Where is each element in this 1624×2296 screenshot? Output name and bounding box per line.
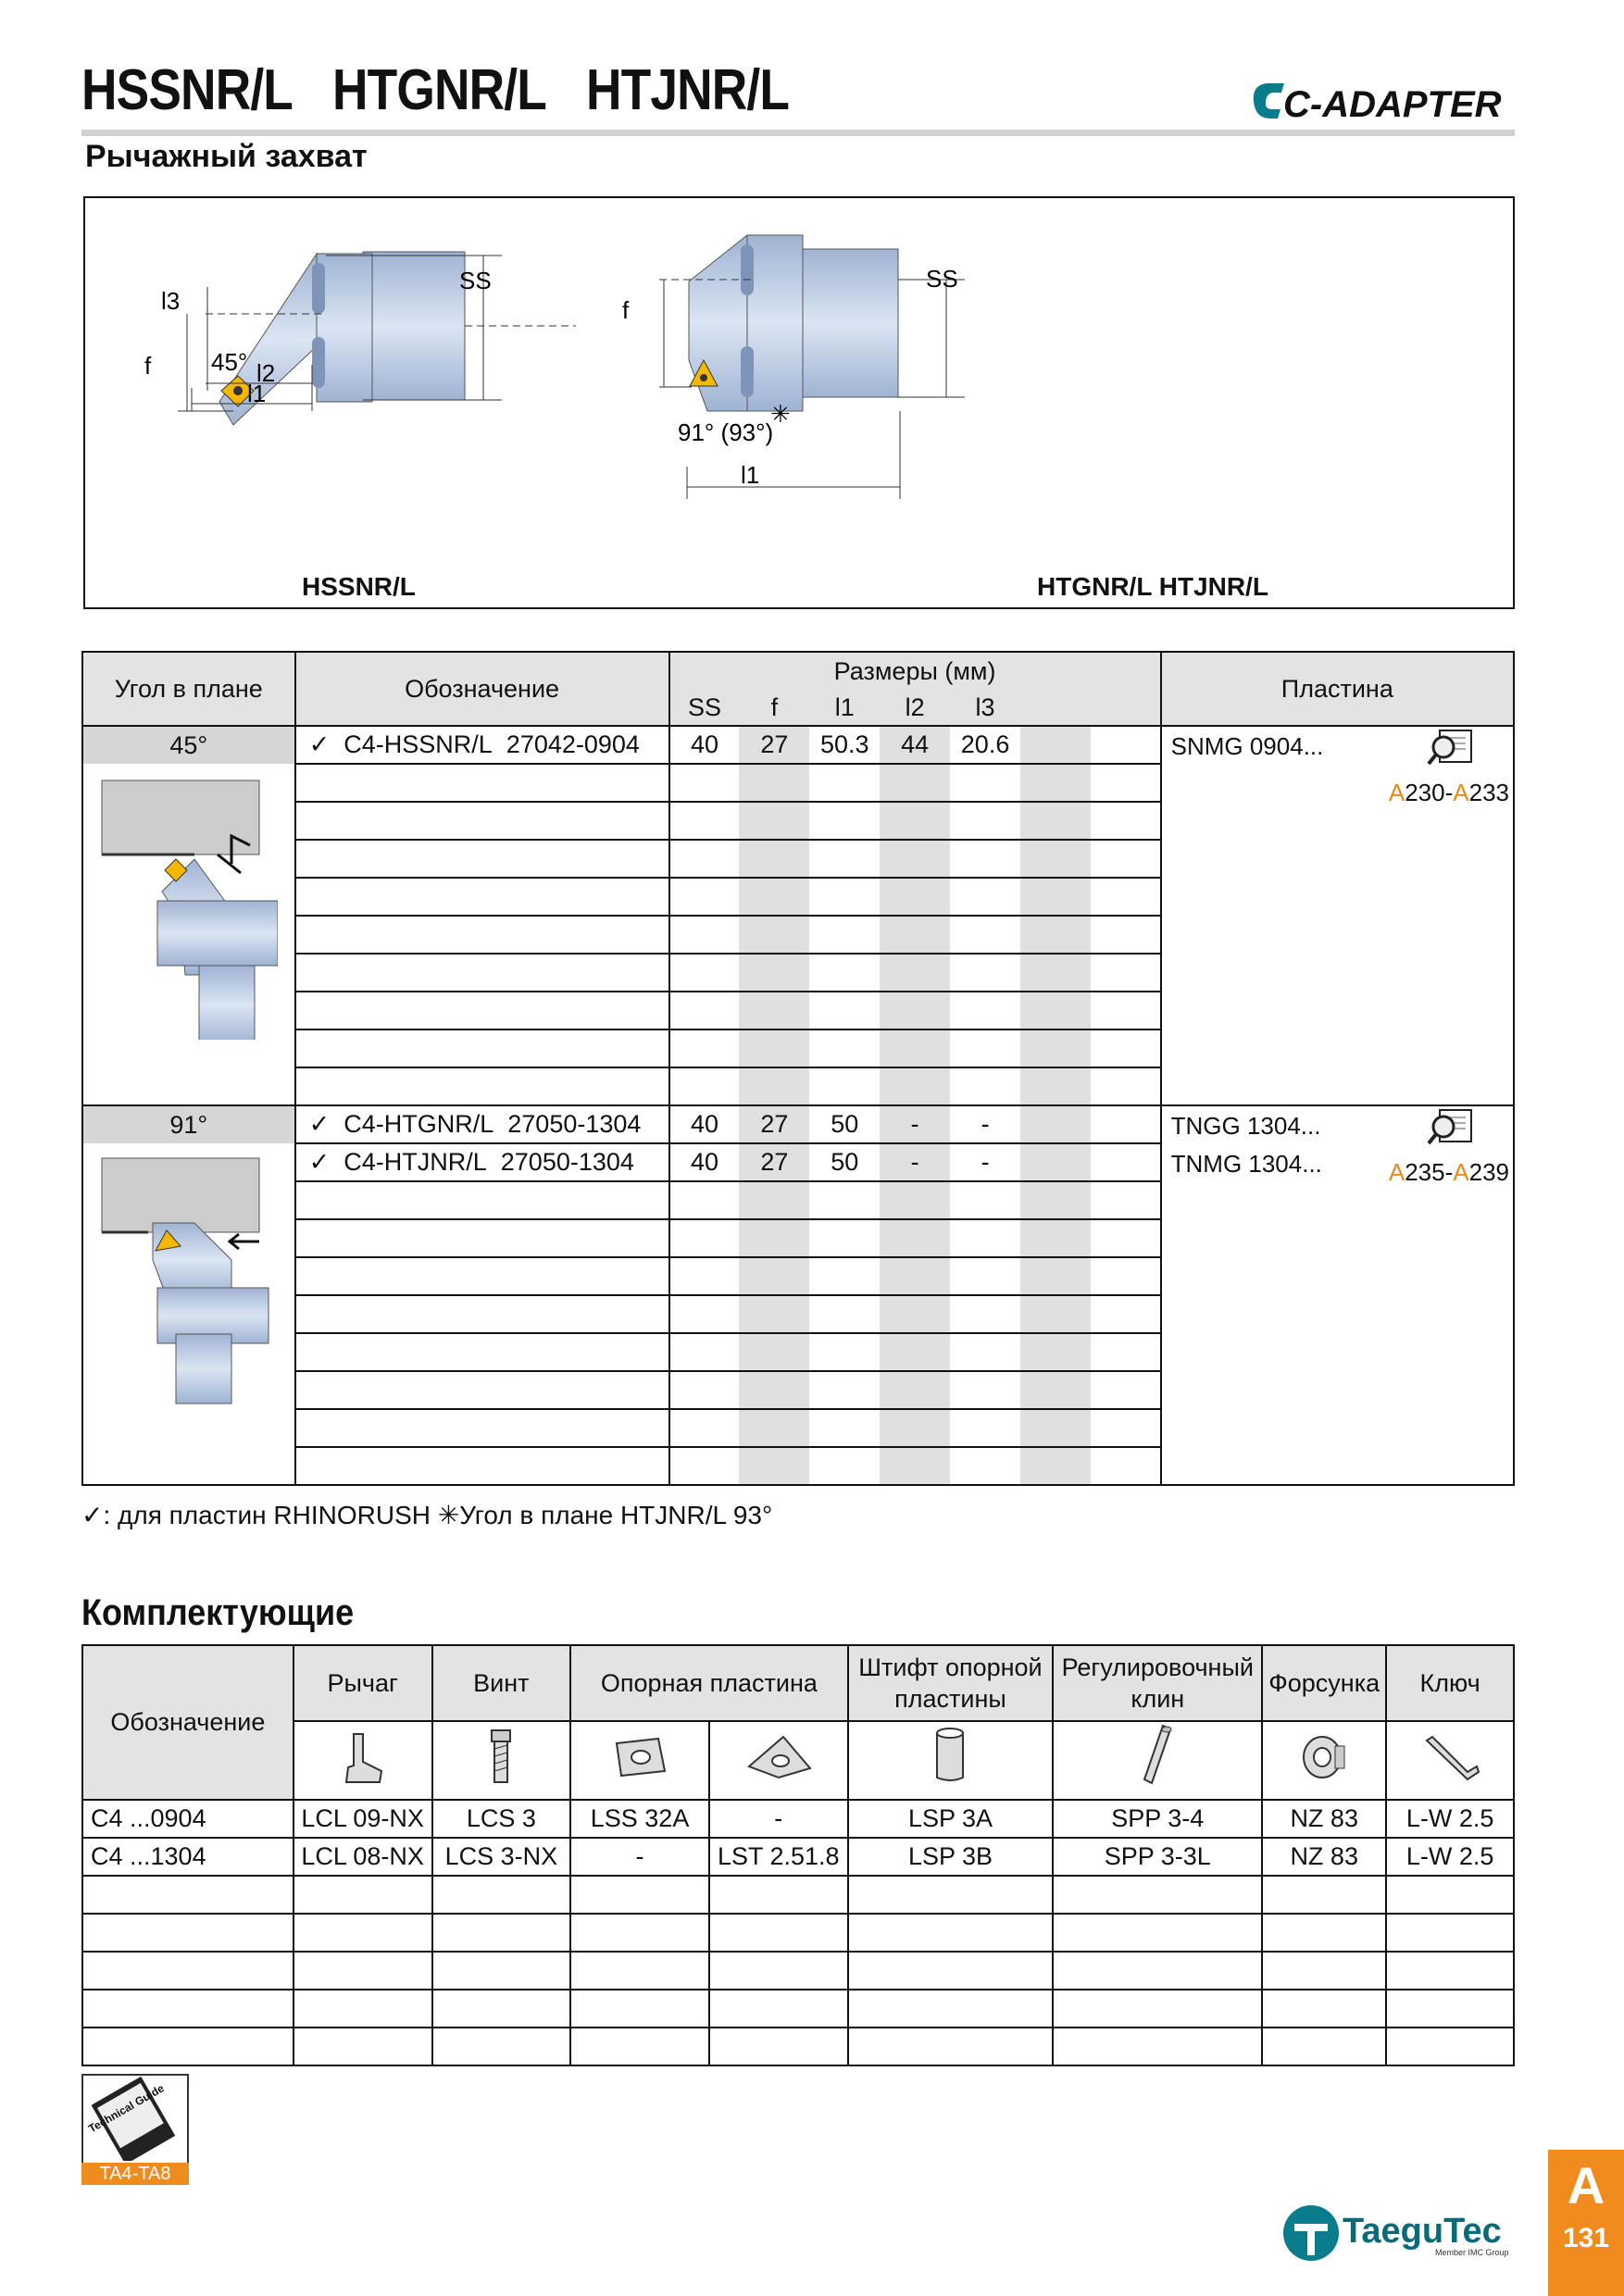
insert-tngg: TNGG 1304... — [1170, 1112, 1321, 1140]
parts-col-lever: Рычаг — [294, 1645, 432, 1721]
designation-hssnr: ✓ C4-HSSNR/L 27042-0904 — [295, 726, 669, 764]
htgnr-drawing — [622, 235, 965, 499]
table-row: C4 ...1304 LCL 08-NX LCS 3-NX - LST 2.51.8 LSP 3B SPP 3-3L NZ 83 L-W 2.5 — [82, 1838, 1514, 1876]
dim-ss-left: SS — [459, 267, 492, 294]
parts-col-designation: Обозначение — [82, 1645, 294, 1800]
tool-table — [81, 651, 1515, 1486]
table-footnote: ✓: для пластин RHINORUSH ✳Угол в плане HTJNR/L 93° — [81, 1501, 773, 1529]
dim-f-right: f — [622, 296, 630, 324]
parts-col-screw: Винт — [432, 1645, 571, 1721]
title-hssnr: HSSNR/L — [81, 58, 294, 122]
title-htgnr: HTGNR/L — [332, 58, 546, 122]
cell-l2: - — [880, 1105, 950, 1143]
cell-l2: 44 — [880, 726, 950, 764]
wedge-icon — [1053, 1721, 1262, 1800]
shim-pin-icon — [848, 1721, 1054, 1800]
title-divider — [81, 130, 1515, 136]
magnifier-icon[interactable] — [1427, 729, 1475, 769]
logo-text: TaeguTec — [1343, 2212, 1502, 2251]
title-htjnr: HTJNR/L — [585, 58, 790, 122]
page-ref-91[interactable]: A235-A239 — [1388, 1158, 1509, 1186]
diagram-right-label: HTGNR/L HTJNR/L — [1037, 572, 1268, 601]
page-ref-45[interactable]: A230-A233 — [1388, 779, 1509, 806]
cell-l3: 20.6 — [950, 726, 1020, 764]
diagram-left-label: HSSNR/L — [302, 572, 416, 601]
technical-guide-text: Technical Guide — [86, 2081, 167, 2136]
parts-col-shim-pin: Штифт опорной пластины — [848, 1645, 1054, 1721]
page-number: 131 — [1562, 2223, 1610, 2253]
parts-col-key: Ключ — [1386, 1645, 1514, 1721]
col-l2-header: l2 — [905, 693, 925, 721]
table-row — [82, 726, 1514, 764]
hssnr-drawing — [144, 252, 576, 425]
dim-l1-left: l1 — [247, 380, 267, 407]
cell-ss: 40 — [669, 1143, 740, 1181]
tool-photo-45 — [82, 764, 295, 1105]
cell-l3: - — [950, 1143, 1020, 1181]
cell-l3: - — [950, 1105, 1020, 1143]
col-l1-header: l1 — [834, 693, 855, 721]
parts-table — [81, 1644, 1515, 2066]
cell-l1: 50 — [809, 1143, 880, 1181]
col-insert-header: Пластина — [1161, 652, 1514, 726]
col-l3-header: l3 — [975, 693, 995, 721]
col-f-header: f — [770, 693, 779, 721]
cell-f: 27 — [739, 1105, 809, 1143]
lever-icon — [294, 1721, 432, 1800]
section-letter: A — [1567, 2156, 1605, 2215]
dim-angle-right: 91° (93°) — [678, 418, 774, 446]
taegutec-logo — [1278, 2202, 1518, 2280]
col-dimensions-header: Размеры (мм) — [669, 652, 1161, 691]
parts-col-shim: Опорная пластина — [570, 1645, 847, 1721]
insert-cell-91 — [1161, 1105, 1514, 1485]
brand-text: C-ADAPTER — [1283, 84, 1502, 125]
hex-key-icon — [1386, 1721, 1514, 1800]
designation-htgnr: ✓ C4-HTGNR/L 27050-1304 — [295, 1105, 669, 1143]
col-angle-header: Угол в плане — [82, 652, 295, 726]
logo-subtext: Member IMC Group — [1435, 2248, 1509, 2257]
brand-logo — [1250, 74, 1518, 130]
parts-col-wedge: Регулировочный клин — [1053, 1645, 1262, 1721]
page-subtitle: Рычажный захват — [85, 139, 368, 174]
col-ss-header: SS — [669, 691, 740, 726]
cell-ss: 40 — [669, 726, 740, 764]
insert-snmg: SNMG 0904... — [1170, 732, 1324, 760]
table-row — [82, 1105, 1514, 1143]
dim-l1-right: l1 — [741, 461, 760, 489]
cell-l2: - — [880, 1143, 950, 1181]
cell-ss: 40 — [669, 1105, 740, 1143]
dim-l3-left: l3 — [161, 287, 181, 315]
table-row: C4 ...0904 LCL 09-NX LCS 3 LSS 32A - LSP 3A SPP 3-4 NZ 83 L-W 2.5 — [82, 1800, 1514, 1838]
designation-htjnr: ✓ C4-HTJNR/L 27050-1304 — [295, 1143, 669, 1181]
square-shim-icon — [570, 1721, 709, 1800]
dim-star-right: ✳ — [770, 400, 791, 428]
cell-f: 27 — [739, 1143, 809, 1181]
parts-col-nozzle: Форсунка — [1262, 1645, 1386, 1721]
dim-angle-left: 45° — [211, 348, 248, 376]
insert-cell-45 — [1161, 726, 1514, 1105]
tool-photo-91 — [82, 1143, 295, 1485]
dim-l2-left: l2 — [256, 359, 276, 387]
section-tab — [1548, 2150, 1624, 2296]
technical-guide-ref[interactable]: TA4-TA8 — [81, 2163, 189, 2185]
angle-91: 91° — [82, 1105, 295, 1143]
dim-f-left: f — [144, 352, 152, 380]
cell-f: 27 — [739, 726, 809, 764]
cell-l1: 50.3 — [809, 726, 880, 764]
tool-diagram-box — [83, 196, 1515, 609]
nozzle-icon — [1262, 1721, 1386, 1800]
page-title — [81, 57, 829, 123]
insert-tnmg: TNMG 1304... — [1170, 1150, 1322, 1178]
parts-title: Комплектующие — [81, 1592, 355, 1633]
dim-ss-right: SS — [926, 265, 958, 293]
triangle-shim-icon — [709, 1721, 848, 1800]
screw-icon — [432, 1721, 571, 1800]
angle-45: 45° — [82, 726, 295, 764]
cell-l1: 50 — [809, 1105, 880, 1143]
magnifier-icon[interactable] — [1427, 1108, 1475, 1149]
col-designation-header: Обозначение — [295, 652, 669, 726]
tool-diagram — [85, 198, 1513, 607]
